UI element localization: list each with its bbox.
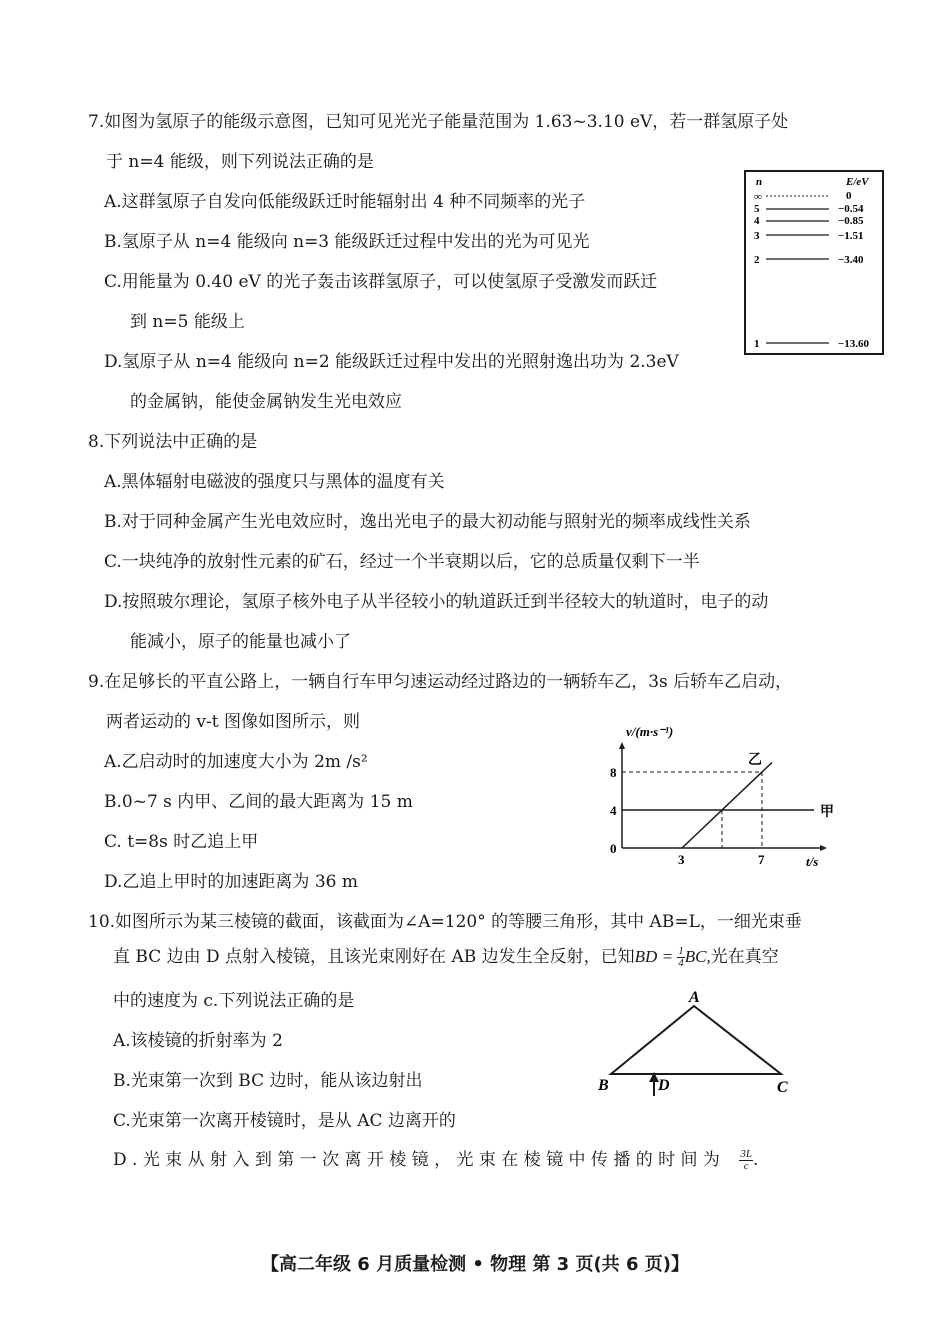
q10-option-d-end: . <box>752 1150 759 1170</box>
q10-time-num: 3L <box>740 1148 752 1160</box>
q10-bd-lhs: BD <box>634 947 658 966</box>
q10-option-d <box>113 1148 758 1172</box>
x-axis-label: t/s <box>806 854 819 869</box>
q7-stem-line2: 于 n=4 能级，则下列说法正确的是 <box>106 152 374 172</box>
q10-time-fraction <box>739 1149 753 1172</box>
y-axis-label: v/(m·s⁻¹) <box>626 724 674 739</box>
prism-label-c: C <box>777 1079 788 1096</box>
q10-stem-line2 <box>113 945 779 969</box>
q8-option-d-line2: 能减小，原子的能量也减小了 <box>130 632 351 652</box>
q10-option-c: C.光束第一次离开棱镜时，是从 AC 边离开的 <box>113 1111 456 1131</box>
energy-level-n-1: 1 <box>754 338 760 350</box>
energy-level-e-4: −0.85 <box>838 215 864 227</box>
q8-option-c: C.一块纯净的放射性元素的矿石，经过一个半衰期以后，它的总质量仅剩下一半 <box>104 552 700 572</box>
energy-level-n-3: 3 <box>754 230 760 242</box>
energy-level-e-inf: 0 <box>846 190 852 202</box>
prism-label-a: A <box>689 989 700 1006</box>
y-tick-label: 8 <box>610 765 617 780</box>
prism-label-b: B <box>598 1077 609 1094</box>
q10-fraction-one-quarter <box>677 946 685 969</box>
q10-stem-line2-end: 光在真空 <box>710 947 779 967</box>
q8-option-a: A.黑体辐射电磁波的强度只与黑体的温度有关 <box>104 472 445 492</box>
energy-level-n-2: 2 <box>754 254 760 266</box>
energy-level-n-4: 4 <box>754 215 760 227</box>
x-tick-label: 3 <box>678 852 685 867</box>
series-label-jia: 甲 <box>820 805 834 820</box>
q10-option-a: A.该棱镜的折射率为 2 <box>113 1031 283 1051</box>
x-tick-label: 7 <box>758 852 765 867</box>
q7-stem-line1: 7.如图为氢原子的能级示意图，已知可见光光子能量范围为 1.63~3.10 eV，若一群氢原子处 <box>88 112 789 132</box>
q7-option-b: B.氢原子从 n=4 能级向 n=3 能级跃迁过程中发出的光为可见光 <box>104 232 590 252</box>
energy-level-e-1: −13.60 <box>838 338 870 350</box>
q10-stem-line3: 中的速度为 c.下列说法正确的是 <box>113 991 355 1011</box>
q10-fraction-den: 4 <box>678 957 684 969</box>
energy-level-n-5: 5 <box>754 203 760 215</box>
y-tick-label: 0 <box>610 841 617 856</box>
q8-stem: 8.下列说法中正确的是 <box>88 432 258 452</box>
q10-stem-line1: 10.如图所示为某三棱镜的截面，该截面为∠A=120° 的等腰三角形，其中 AB=L，一细光束垂 <box>88 912 802 932</box>
series-label-yi: 乙 <box>748 753 762 768</box>
energy-level-n-inf: ∞ <box>754 191 762 203</box>
energy-level-e-5: −0.54 <box>838 203 864 215</box>
q9-option-b: B.0~7 s 内甲、乙间的最大距离为 15 m <box>104 792 413 812</box>
q7-option-a: A.这群氢原子自发向低能级跃迁时能辐射出 4 种不同频率的光子 <box>104 192 586 212</box>
prism-label-d: D <box>658 1077 670 1094</box>
prism-triangle <box>611 1006 781 1074</box>
q7-option-d-line1: D.氢原子从 n=4 能级向 n=2 能级跃迁过程中发出的光照射逸出功为 2.3eV <box>104 352 679 372</box>
q8-option-d-line1: D.按照玻尔理论，氢原子核外电子从半径较小的轨道跃迁到半径较大的轨道时，电子的动 <box>104 592 769 612</box>
energy-level-e-3: −1.51 <box>838 230 864 242</box>
q10-fraction-num: 1 <box>678 945 684 957</box>
prism-diagram <box>594 988 804 1106</box>
vt-chart <box>600 718 834 870</box>
q10-time-den: c <box>743 1160 749 1172</box>
q9-option-a: A.乙启动时的加速度大小为 2m /s² <box>104 752 368 772</box>
q9-option-c: C. t=8s 时乙追上甲 <box>104 832 259 852</box>
series-yi-line <box>682 763 772 849</box>
energy-diagram-e-header: E/eV <box>846 176 869 188</box>
q9-stem-line1: 9.在足够长的平直公路上，一辆自行车甲匀速运动经过路边的一辆轿车乙，3s 后轿车乙启动， <box>88 672 793 692</box>
y-tick-label: 4 <box>610 803 617 818</box>
q10-option-d-text: D . 光 束 从 射 入 到 第 一 次 离 开 棱 镜 ， 光 束 在 棱 镜 中 传 播 的 时 间 为 <box>113 1150 720 1170</box>
q10-bd-rhs: BC, <box>684 947 711 966</box>
x-axis-arrow <box>820 845 827 851</box>
q9-option-d: D.乙追上甲时的加速距离为 36 m <box>104 872 358 892</box>
energy-level-e-2: −3.40 <box>838 254 864 266</box>
q10-stem-line2-text: 直 BC 边由 D 点射入棱镜，且该光束刚好在 AB 边发生全反射，已知 <box>113 947 635 967</box>
q7-option-c-line1: C.用能量为 0.40 eV 的光子轰击该群氢原子，可以使氢原子受激发而跃迁 <box>104 272 658 292</box>
q8-option-b: B.对于同种金属产生光电效应时，逸出光电子的最大初动能与照射光的频率成线性关系 <box>104 512 751 532</box>
q10-equals: = <box>657 947 678 966</box>
q9-stem-line2: 两者运动的 v-t 图像如图所示，则 <box>106 712 360 732</box>
q7-option-c-line2: 到 n=5 能级上 <box>130 312 245 332</box>
page-footer: 【高二年级 6 月质量检测 • 物理 第 3 页(共 6 页)】 <box>261 1254 689 1275</box>
q10-option-b: B.光束第一次到 BC 边时，能从该边射出 <box>113 1071 423 1091</box>
energy-diagram-n-header: n <box>756 176 763 188</box>
energy-level-diagram <box>744 170 884 355</box>
y-axis-arrow <box>619 742 625 749</box>
q7-option-d-line2: 的金属钠，能使金属钠发生光电效应 <box>130 392 402 412</box>
